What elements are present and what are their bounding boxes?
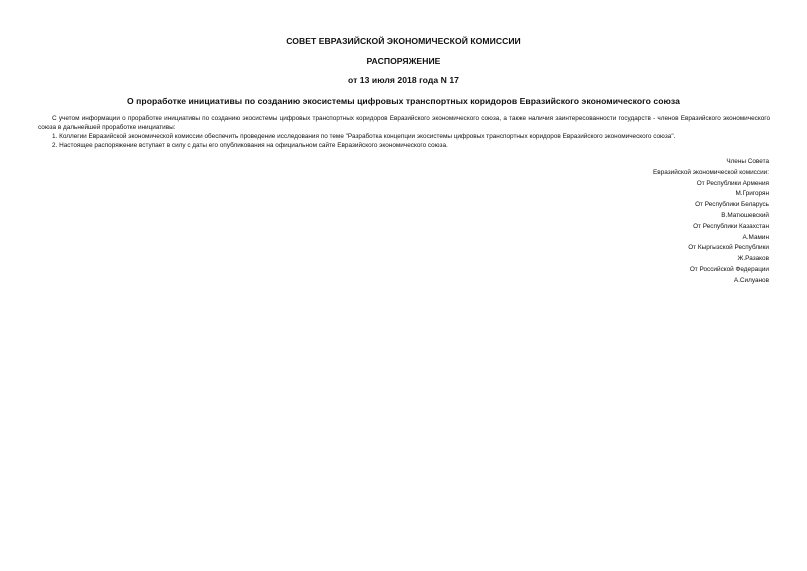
signatory-name: Ж.Разаков xyxy=(737,255,769,263)
signature-block xyxy=(653,157,769,287)
paragraph-item-1: 1. Коллегии Евразийской экономической комиссии обеспечить проведение исследования по теме "Разработка концепции экосистемы цифровых транспортных коридоров Евразийского экономического союза". xyxy=(52,133,676,140)
signatory-country: От Республики Беларусь xyxy=(695,201,769,209)
signatory-name: М.Григорян xyxy=(735,190,769,198)
issuing-authority: СОВЕТ ЕВРАЗИЙСКОЙ ЭКОНОМИЧЕСКОЙ КОМИССИИ xyxy=(286,36,521,46)
signatory-country: От Российской Федерации xyxy=(689,265,769,273)
signatory-country: От Республики Армения xyxy=(696,179,769,187)
signatory-name: А.Силуанов xyxy=(733,276,769,284)
document-title: О проработке инициативы по созданию экосистемы цифровых транспортных коридоров Евразийского экономического союза xyxy=(127,96,680,106)
paragraph-preamble: С учетом информации о проработке инициативы по созданию экосистемы цифровых транспортных коридоров Евразийского экономического союза, а также наличия заинтересованности государств - членов Евразийского экономического союза в дальнейшей проработке инициативы: xyxy=(38,115,770,131)
signature-heading-line2: Евразийской экономической комиссии: xyxy=(653,168,769,176)
document-body xyxy=(38,114,770,150)
paragraph-item-2: 2. Настоящее распоряжение вступает в силу с даты его опубликования на официальном сайте Евразийского экономического союза. xyxy=(52,142,448,149)
signatory-country: От Республики Казахстан xyxy=(693,222,769,230)
document-date-number: от 13 июля 2018 года N 17 xyxy=(348,75,459,85)
document-type: РАСПОРЯЖЕНИЕ xyxy=(366,56,441,66)
signatory-country: От Кыргызской Республики xyxy=(688,244,769,252)
signatory-name: А.Мамин xyxy=(742,233,769,241)
signature-heading-line1: Члены Совета xyxy=(726,158,769,165)
signatory-name: В.Матюшевский xyxy=(721,211,769,219)
